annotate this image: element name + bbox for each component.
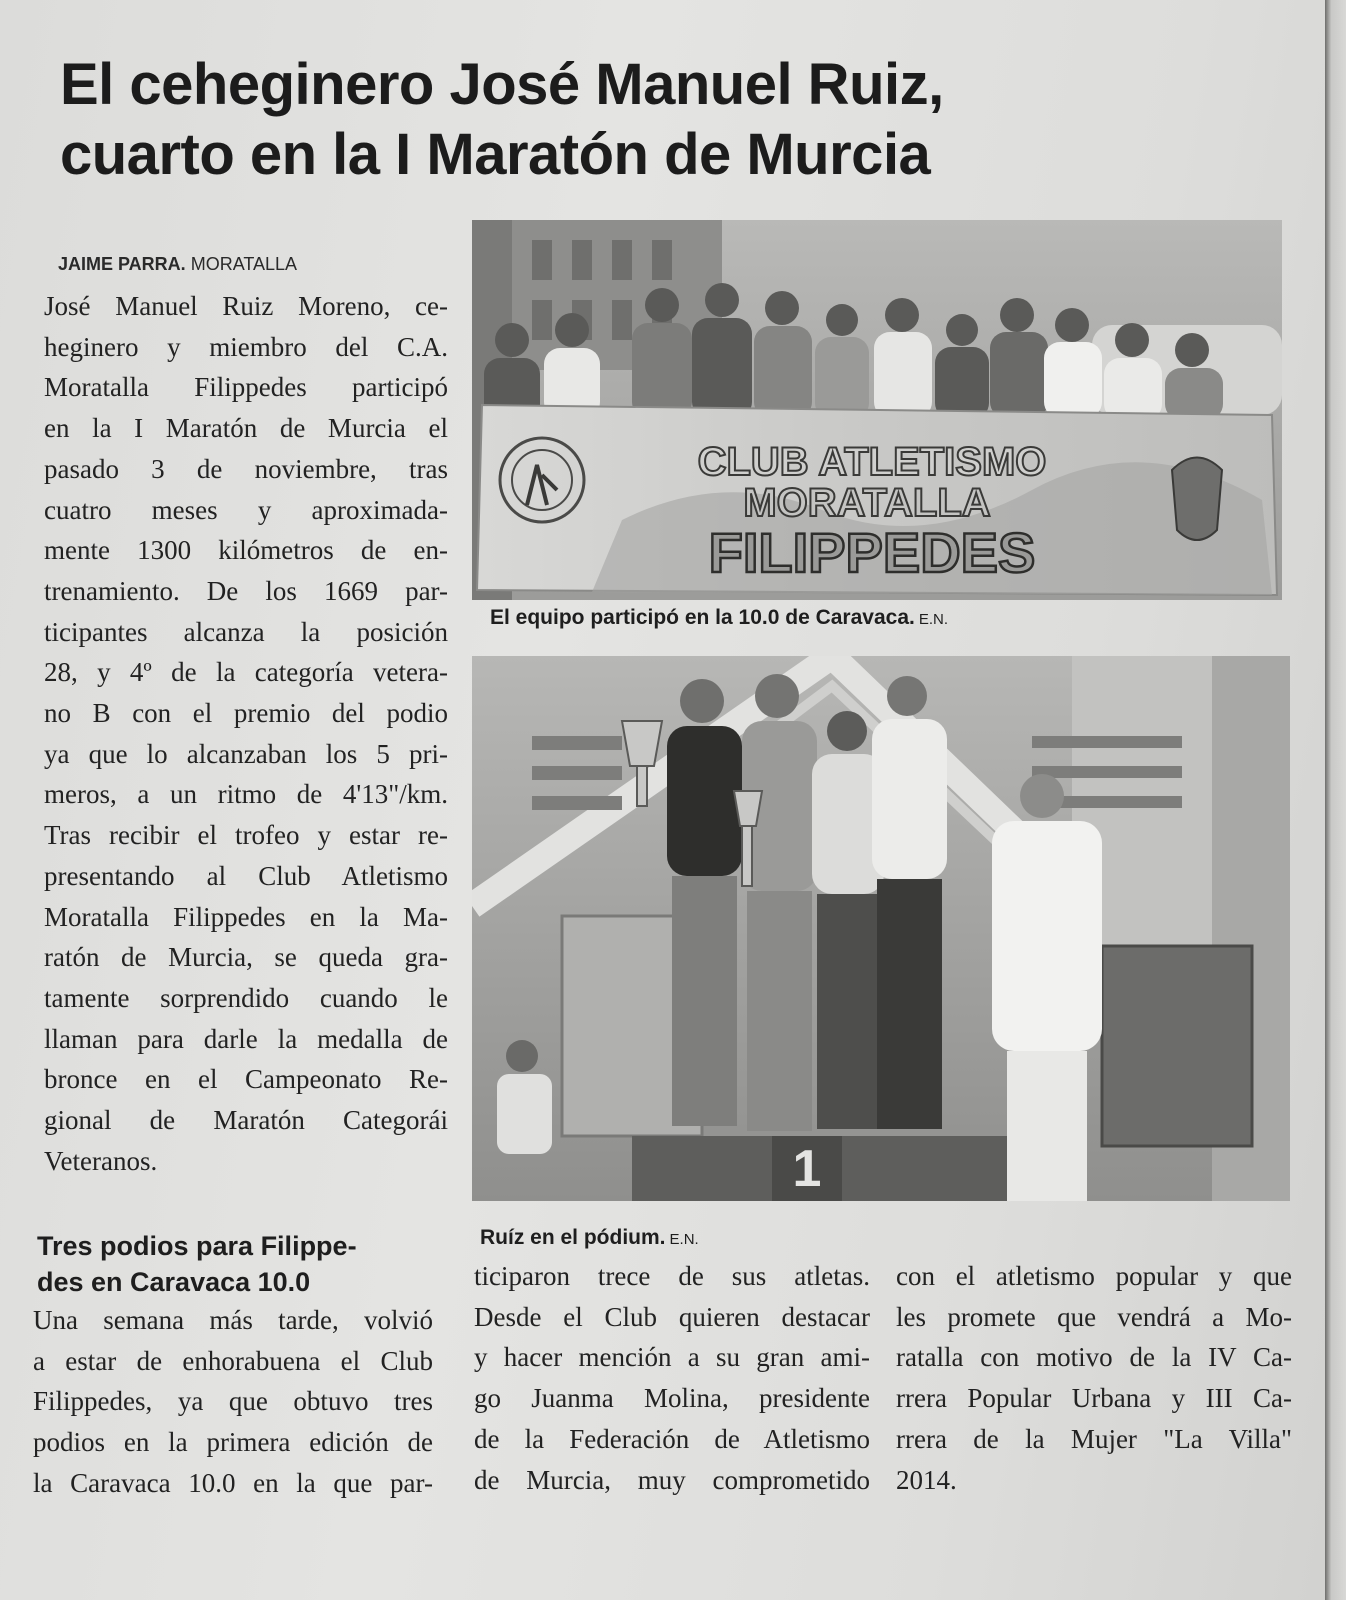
body-line: les promete que vendrá a Mo-: [896, 1301, 1292, 1332]
subheading: [37, 1228, 437, 1300]
subheading-line-2: des en Caravaca 10.0: [37, 1267, 311, 1297]
body-line: la Caravaca 10.0 en la que par-: [33, 1467, 433, 1498]
body-line: con el atletismo popular y que: [896, 1261, 1292, 1291]
body-line: Desde el Club quieren destacar: [474, 1301, 870, 1332]
adjacent-page-edge: [1325, 0, 1346, 1600]
body-column-bottom-left: [33, 1300, 433, 1504]
body-line: José Manuel Ruiz Moreno, ce-: [44, 291, 448, 321]
podium-photo-illustration: [472, 656, 1290, 1201]
body-line: meros, a un ritmo de 4'13"/km.: [44, 779, 448, 810]
banner-line-1: CLUB ATLETISMO: [697, 440, 1047, 484]
banner-line-2: MORATALLA: [743, 481, 991, 525]
banner-line-3: FILIPPEDES: [708, 521, 1036, 584]
body-line: ticiparon trece de sus atletas.: [474, 1261, 870, 1291]
body-line: Moratalla Filippedes participó: [44, 372, 448, 403]
body-line: tamente sorprendido cuando le: [44, 982, 448, 1013]
body-line: ticipantes alcanza la posición: [44, 616, 448, 647]
body-line: trenamiento. De los 1669 par-: [44, 575, 448, 606]
body-line: ratón de Murcia, se queda gra-: [44, 942, 448, 973]
team-photo-caption-text: El equipo participó en la 10.0 de Caravaca.: [490, 606, 915, 629]
body-line: ya que lo alcanzaban los 5 pri-: [44, 738, 448, 769]
body-line: podios en la primera edición de: [33, 1427, 433, 1458]
headline: [60, 50, 1120, 190]
body-line: rrera de la Mujer "La Villa": [896, 1423, 1292, 1454]
club-banner: [477, 405, 1277, 595]
body-line: bronce en el Campeonato Re-: [44, 1064, 448, 1095]
headline-line-2: cuarto en la I Maratón de Murcia: [60, 122, 931, 187]
podium-photo-caption-text: Ruíz en el pódium.: [480, 1226, 666, 1249]
podium-step-number: 1: [792, 1140, 822, 1198]
body-line: 2014.: [896, 1464, 957, 1495]
body-line: en la I Maratón de Murcia el: [44, 413, 448, 444]
body-column-bottom-right: [896, 1256, 1292, 1500]
body-line: Una semana más tarde, volvió: [33, 1305, 433, 1335]
body-line: de Murcia, muy comprometido: [474, 1464, 870, 1495]
body-line: rrera Popular Urbana y III Ca-: [896, 1383, 1292, 1414]
body-line: presentando al Club Atletismo: [44, 860, 448, 891]
byline-author: JAIME PARRA.: [58, 254, 186, 274]
body-line: go Juanma Molina, presidente: [474, 1383, 870, 1414]
body-line: gional de Maratón Categorái: [44, 1105, 448, 1136]
body-line: 28, y 4º de la categoría vetera-: [44, 657, 448, 688]
team-photo-illustration: [472, 220, 1282, 600]
body-line: Filippedes, ya que obtuvo tres: [33, 1386, 433, 1417]
body-line: y hacer mención a su gran ami-: [474, 1342, 870, 1373]
body-line: Veteranos.: [44, 1145, 158, 1176]
podium-photo-credit: E.N.: [669, 1231, 699, 1248]
team-photo-credit: E.N.: [918, 611, 949, 628]
body-line: llaman para darle la medalla de: [44, 1023, 448, 1054]
body-line: ratalla con motivo de la IV Ca-: [896, 1342, 1292, 1373]
body-line: pasado 3 de noviembre, tras: [44, 453, 448, 484]
body-line: Tras recibir el trofeo y estar re-: [44, 820, 448, 851]
body-line: heginero y miembro del C.A.: [44, 331, 448, 362]
subheading-line-1: Tres podios para Filippe-: [37, 1231, 357, 1261]
body-line: no B con el premio del podio: [44, 698, 448, 729]
byline-place: MORATALLA: [190, 254, 298, 274]
body-column-main: [44, 286, 448, 1181]
podium-photo: [472, 656, 1290, 1201]
body-line: a estar de enhorabuena el Club: [33, 1345, 433, 1376]
headline-line-1: El ceheginero José Manuel Ruiz,: [60, 52, 944, 117]
byline: [58, 254, 297, 275]
team-photo: [472, 220, 1282, 600]
podium-photo-caption: [480, 1226, 699, 1250]
body-line: cuatro meses y aproximada-: [44, 494, 448, 525]
body-line: mente 1300 kilómetros de en-: [44, 535, 448, 566]
body-line: Moratalla Filippedes en la Ma-: [44, 901, 448, 932]
body-column-bottom-middle: [474, 1256, 870, 1500]
body-line: de la Federación de Atletismo: [474, 1423, 870, 1454]
team-photo-caption: [490, 606, 948, 630]
